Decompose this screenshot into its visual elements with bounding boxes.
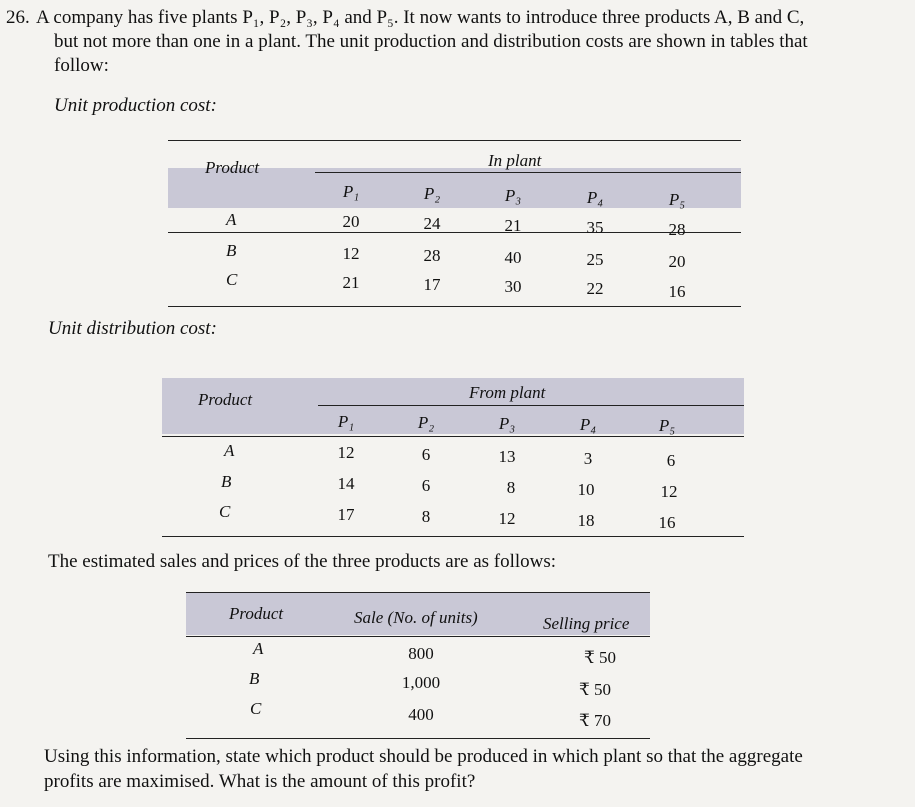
table-cell: 16 (658, 513, 676, 532)
closing-line-1: Using this information, state which product should be produced in which plant so that the aggregate (44, 746, 803, 767)
distribution-row-label: A (224, 441, 235, 460)
table-cell: 12 (342, 244, 360, 263)
sales-row-price: ₹ 70 (578, 711, 612, 730)
table-cell: 24 (423, 214, 441, 233)
table-cell: 3 (583, 449, 593, 468)
table-cell: 28 (423, 246, 441, 265)
table-cell: 8 (421, 507, 431, 526)
table-cell: 12 (337, 443, 355, 462)
production-group-rule (315, 172, 741, 173)
sales-top-rule (186, 592, 650, 593)
distribution-col-p4: P₄ (579, 415, 597, 434)
distribution-group-rule (318, 405, 744, 406)
sales-row-product: B (249, 669, 260, 688)
production-top-rule (168, 140, 741, 141)
table-cell: 30 (504, 277, 522, 296)
table-cell: 13 (498, 447, 516, 466)
production-col-p1: P₁ (342, 182, 360, 201)
table-cell: 6 (421, 476, 431, 495)
table-cell: 10 (577, 480, 595, 499)
sales-row-price: ₹ 50 (583, 648, 617, 667)
distribution-row-label: C (219, 502, 231, 521)
production-col-p3: P₃ (504, 186, 522, 205)
table-cell: 17 (337, 505, 355, 524)
sales-header-rule (186, 636, 650, 637)
table-cell: 40 (504, 248, 522, 267)
production-bottom-rule (168, 306, 741, 307)
distribution-col-p5: P₅ (658, 416, 676, 435)
distribution-header-rule (162, 436, 744, 437)
production-row-label: C (226, 270, 238, 289)
table-cell: 35 (586, 218, 604, 237)
production-col-p5: P₅ (668, 190, 686, 209)
question-line-2: but not more than one in a plant. The unit production and distribution costs are shown in tables that (54, 31, 808, 52)
table-cell: 28 (668, 220, 686, 239)
distribution-col-p2: P₂ (417, 413, 435, 432)
production-col-p4: P₄ (586, 188, 604, 207)
table-cell: 20 (668, 252, 686, 271)
production-row-header: Product (205, 158, 260, 177)
table-cell: 16 (668, 282, 686, 301)
sales-header-price: Selling price (543, 614, 630, 633)
question-number: 26. (6, 7, 30, 28)
table-cell: 22 (586, 279, 604, 298)
sales-row-price: ₹ 50 (578, 680, 612, 699)
distribution-row-label: B (221, 472, 232, 491)
sales-intro: The estimated sales and prices of the three products are as follows: (48, 551, 557, 572)
production-caption: Unit production cost: (54, 95, 217, 116)
distribution-caption: Unit distribution cost: (48, 318, 217, 339)
distribution-row-header: Product (198, 390, 253, 409)
table-cell: 20 (342, 212, 360, 231)
sales-header-sale: Sale (No. of units) (354, 608, 478, 627)
sales-row-product: A (253, 639, 264, 658)
table-cell: 17 (423, 275, 441, 294)
sales-row-product: C (250, 699, 262, 718)
table-cell: 8 (506, 478, 516, 497)
sales-row-sale: 1,000 (401, 673, 441, 692)
table-cell: 21 (504, 216, 522, 235)
production-col-p2: P₂ (423, 184, 441, 203)
table-cell: 12 (498, 509, 516, 528)
sales-row-sale: 800 (408, 644, 434, 663)
sales-row-sale: 400 (408, 705, 434, 724)
table-cell: 12 (660, 482, 678, 501)
sales-header-product: Product (229, 604, 284, 623)
question-line-3: follow: (54, 55, 109, 76)
question-line-1: A company has five plants P₁, P₂, P₃, P₄ and P₅. It now wants to introduce three products A, B and C, (36, 7, 805, 28)
sales-bottom-rule (186, 738, 650, 739)
distribution-col-p1: P₁ (337, 412, 355, 431)
distribution-group-header: From plant (469, 383, 546, 402)
closing-line-2: profits are maximised. What is the amount of this profit? (44, 771, 476, 792)
production-row-label: B (226, 241, 237, 260)
table-cell: 21 (342, 273, 360, 292)
table-cell: 14 (337, 474, 355, 493)
production-group-header: In plant (488, 151, 542, 170)
production-row-label: A (226, 210, 237, 229)
table-cell: 18 (577, 511, 595, 530)
table-cell: 6 (421, 445, 431, 464)
distribution-bottom-rule (162, 536, 744, 537)
distribution-col-p3: P₃ (498, 414, 516, 433)
table-cell: 6 (666, 451, 676, 470)
table-cell: 25 (586, 250, 604, 269)
